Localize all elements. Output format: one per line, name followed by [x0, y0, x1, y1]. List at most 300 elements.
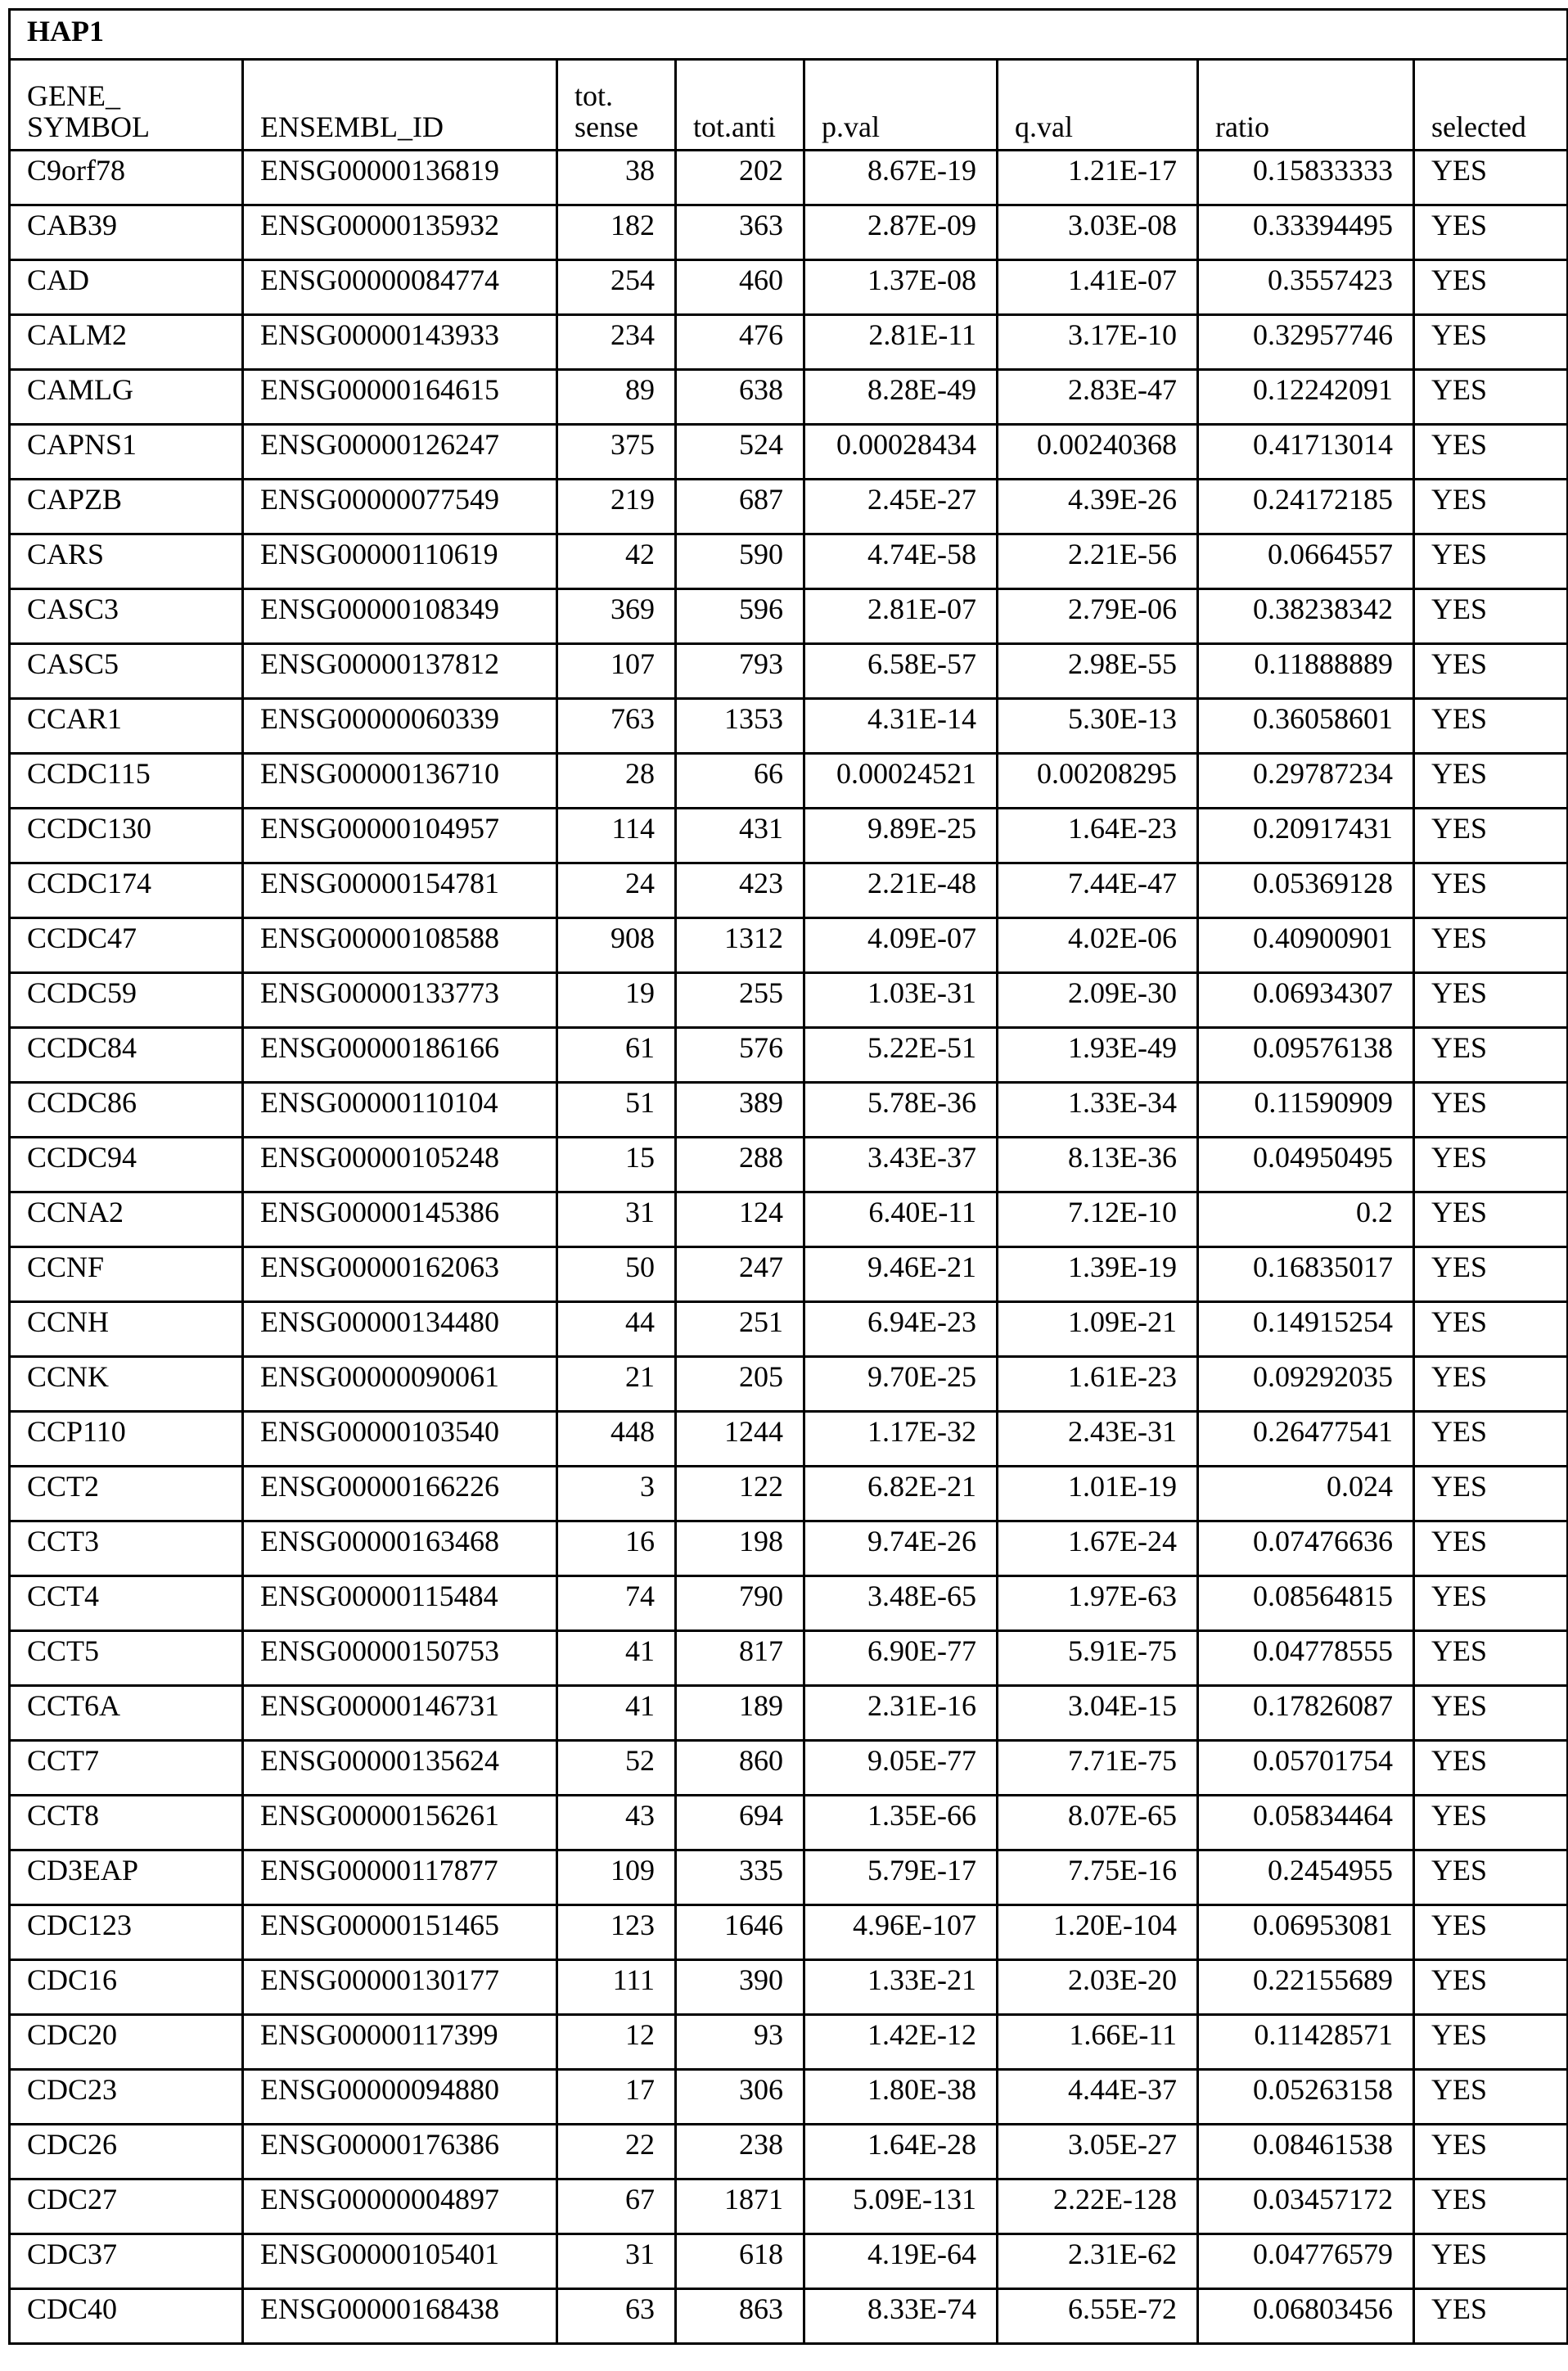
cell-p-val: 1.35E-66: [804, 1796, 998, 1850]
cell-ratio: 0.04776579: [1198, 2234, 1414, 2289]
cell-gene-symbol: CAPZB: [10, 480, 243, 534]
cell-tot-sense: 67: [557, 2179, 676, 2234]
cell-selected: YES: [1414, 1960, 1568, 2015]
header-q-val: q.val: [998, 60, 1198, 151]
cell-ratio: 0.06934307: [1198, 973, 1414, 1028]
cell-tot-sense: 111: [557, 1960, 676, 2015]
cell-tot-sense: 42: [557, 534, 676, 589]
table-row: [10, 754, 1568, 809]
cell-p-val: 4.09E-07: [804, 918, 998, 973]
cell-ensembl-id: ENSG00000077549: [243, 480, 557, 534]
cell-ensembl-id: ENSG00000117399: [243, 2015, 557, 2070]
cell-tot-anti: 590: [676, 534, 804, 589]
cell-tot-sense: 19: [557, 973, 676, 1028]
cell-p-val: 2.31E-16: [804, 1686, 998, 1741]
cell-ensembl-id: ENSG00000168438: [243, 2289, 557, 2344]
cell-ratio: 0.14915254: [1198, 1302, 1414, 1357]
cell-selected: YES: [1414, 370, 1568, 425]
table-row: [10, 589, 1568, 644]
cell-q-val: 8.13E-36: [998, 1138, 1198, 1192]
cell-selected: YES: [1414, 2289, 1568, 2344]
cell-tot-sense: 28: [557, 754, 676, 809]
cell-tot-sense: 31: [557, 1192, 676, 1247]
cell-tot-sense: 109: [557, 1850, 676, 1905]
cell-ratio: 0.08461538: [1198, 2125, 1414, 2179]
table-row: [10, 1412, 1568, 1467]
cell-ensembl-id: ENSG00000136819: [243, 151, 557, 205]
cell-p-val: 6.94E-23: [804, 1302, 998, 1357]
cell-ratio: 0.024: [1198, 1467, 1414, 1521]
table-row: [10, 1960, 1568, 2015]
table-row: [10, 1138, 1568, 1192]
table-row: [10, 1467, 1568, 1521]
cell-p-val: 1.64E-28: [804, 2125, 998, 2179]
cell-p-val: 4.19E-64: [804, 2234, 998, 2289]
cell-p-val: 1.03E-31: [804, 973, 998, 1028]
header-gene-symbol: GENE_ SYMBOL: [10, 60, 243, 151]
cell-tot-anti: 255: [676, 973, 804, 1028]
table-row: [10, 809, 1568, 863]
cell-tot-anti: 238: [676, 2125, 804, 2179]
cell-gene-symbol: CCDC59: [10, 973, 243, 1028]
cell-q-val: 2.03E-20: [998, 1960, 1198, 2015]
cell-selected: YES: [1414, 1357, 1568, 1412]
cell-selected: YES: [1414, 2070, 1568, 2125]
cell-gene-symbol: CAMLG: [10, 370, 243, 425]
cell-tot-anti: 431: [676, 809, 804, 863]
cell-p-val: 6.90E-77: [804, 1631, 998, 1686]
cell-tot-anti: 817: [676, 1631, 804, 1686]
cell-tot-sense: 17: [557, 2070, 676, 2125]
cell-tot-sense: 24: [557, 863, 676, 918]
cell-q-val: 5.91E-75: [998, 1631, 1198, 1686]
cell-ensembl-id: ENSG00000176386: [243, 2125, 557, 2179]
cell-ensembl-id: ENSG00000115484: [243, 1576, 557, 1631]
cell-tot-anti: 860: [676, 1741, 804, 1796]
cell-ratio: 0.26477541: [1198, 1412, 1414, 1467]
cell-ensembl-id: ENSG00000126247: [243, 425, 557, 480]
cell-p-val: 2.45E-27: [804, 480, 998, 534]
cell-tot-sense: 763: [557, 699, 676, 754]
cell-gene-symbol: CDC16: [10, 1960, 243, 2015]
cell-q-val: 1.97E-63: [998, 1576, 1198, 1631]
cell-tot-anti: 423: [676, 863, 804, 918]
cell-ensembl-id: ENSG00000060339: [243, 699, 557, 754]
cell-q-val: 1.67E-24: [998, 1521, 1198, 1576]
cell-gene-symbol: CCT8: [10, 1796, 243, 1850]
cell-ratio: 0.2: [1198, 1192, 1414, 1247]
cell-tot-anti: 790: [676, 1576, 804, 1631]
cell-q-val: 3.17E-10: [998, 315, 1198, 370]
cell-q-val: 2.98E-55: [998, 644, 1198, 699]
cell-q-val: 0.00240368: [998, 425, 1198, 480]
cell-p-val: 1.33E-21: [804, 1960, 998, 2015]
cell-tot-anti: 1646: [676, 1905, 804, 1960]
cell-tot-sense: 219: [557, 480, 676, 534]
cell-ratio: 0.36058601: [1198, 699, 1414, 754]
cell-p-val: 6.58E-57: [804, 644, 998, 699]
header-selected: selected: [1414, 60, 1568, 151]
table-row: [10, 699, 1568, 754]
cell-tot-anti: 793: [676, 644, 804, 699]
cell-q-val: 2.22E-128: [998, 2179, 1198, 2234]
cell-ratio: 0.41713014: [1198, 425, 1414, 480]
cell-selected: YES: [1414, 1192, 1568, 1247]
cell-tot-anti: 460: [676, 260, 804, 315]
cell-tot-anti: 205: [676, 1357, 804, 1412]
cell-gene-symbol: CDC23: [10, 2070, 243, 2125]
cell-p-val: 3.43E-37: [804, 1138, 998, 1192]
cell-ratio: 0.05701754: [1198, 1741, 1414, 1796]
cell-gene-symbol: CCDC94: [10, 1138, 243, 1192]
cell-tot-sense: 61: [557, 1028, 676, 1083]
table-row: [10, 973, 1568, 1028]
cell-q-val: 3.03E-08: [998, 205, 1198, 260]
cell-selected: YES: [1414, 1083, 1568, 1138]
cell-tot-anti: 288: [676, 1138, 804, 1192]
cell-ratio: 0.05263158: [1198, 2070, 1414, 2125]
cell-tot-sense: 41: [557, 1631, 676, 1686]
cell-ensembl-id: ENSG00000133773: [243, 973, 557, 1028]
cell-q-val: 0.00208295: [998, 754, 1198, 809]
cell-q-val: 4.44E-37: [998, 2070, 1198, 2125]
cell-tot-anti: 247: [676, 1247, 804, 1302]
cell-p-val: 0.00024521: [804, 754, 998, 809]
cell-tot-sense: 31: [557, 2234, 676, 2289]
cell-tot-anti: 189: [676, 1686, 804, 1741]
cell-tot-sense: 182: [557, 205, 676, 260]
cell-selected: YES: [1414, 425, 1568, 480]
cell-ensembl-id: ENSG00000108588: [243, 918, 557, 973]
cell-ratio: 0.33394495: [1198, 205, 1414, 260]
cell-tot-sense: 52: [557, 1741, 676, 1796]
cell-selected: YES: [1414, 534, 1568, 589]
cell-tot-anti: 124: [676, 1192, 804, 1247]
cell-p-val: 1.42E-12: [804, 2015, 998, 2070]
cell-gene-symbol: CCDC174: [10, 863, 243, 918]
cell-ensembl-id: ENSG00000151465: [243, 1905, 557, 1960]
table-row: [10, 370, 1568, 425]
cell-selected: YES: [1414, 754, 1568, 809]
header-ratio: ratio: [1198, 60, 1414, 151]
cell-tot-sense: 44: [557, 1302, 676, 1357]
cell-ratio: 0.15833333: [1198, 151, 1414, 205]
cell-q-val: 5.30E-13: [998, 699, 1198, 754]
cell-tot-sense: 16: [557, 1521, 676, 1576]
cell-ratio: 0.32957746: [1198, 315, 1414, 370]
cell-gene-symbol: CCDC84: [10, 1028, 243, 1083]
cell-q-val: 1.39E-19: [998, 1247, 1198, 1302]
cell-gene-symbol: C9orf78: [10, 151, 243, 205]
cell-ratio: 0.16835017: [1198, 1247, 1414, 1302]
cell-ratio: 0.40900901: [1198, 918, 1414, 973]
cell-tot-anti: 306: [676, 2070, 804, 2125]
cell-q-val: 1.01E-19: [998, 1467, 1198, 1521]
cell-p-val: 1.17E-32: [804, 1412, 998, 1467]
cell-tot-sense: 50: [557, 1247, 676, 1302]
table-row: [10, 2179, 1568, 2234]
cell-ratio: 0.04950495: [1198, 1138, 1414, 1192]
cell-ratio: 0.05834464: [1198, 1796, 1414, 1850]
header-tot-sense: tot. sense: [557, 60, 676, 151]
cell-q-val: 1.09E-21: [998, 1302, 1198, 1357]
cell-tot-sense: 12: [557, 2015, 676, 2070]
cell-q-val: 6.55E-72: [998, 2289, 1198, 2344]
cell-tot-anti: 335: [676, 1850, 804, 1905]
cell-p-val: 4.31E-14: [804, 699, 998, 754]
cell-tot-anti: 390: [676, 1960, 804, 2015]
cell-gene-symbol: CASC5: [10, 644, 243, 699]
cell-gene-symbol: CCT7: [10, 1741, 243, 1796]
cell-tot-sense: 369: [557, 589, 676, 644]
cell-tot-anti: 638: [676, 370, 804, 425]
cell-gene-symbol: CARS: [10, 534, 243, 589]
cell-q-val: 7.12E-10: [998, 1192, 1198, 1247]
cell-ensembl-id: ENSG00000146731: [243, 1686, 557, 1741]
cell-p-val: 5.78E-36: [804, 1083, 998, 1138]
cell-ratio: 0.06803456: [1198, 2289, 1414, 2344]
cell-selected: YES: [1414, 1686, 1568, 1741]
cell-gene-symbol: CAPNS1: [10, 425, 243, 480]
cell-ensembl-id: ENSG00000110104: [243, 1083, 557, 1138]
cell-selected: YES: [1414, 1850, 1568, 1905]
cell-selected: YES: [1414, 1467, 1568, 1521]
cell-tot-anti: 576: [676, 1028, 804, 1083]
header-ensembl-id: ENSEMBL_ID: [243, 60, 557, 151]
cell-gene-symbol: CDC27: [10, 2179, 243, 2234]
cell-q-val: 2.21E-56: [998, 534, 1198, 589]
table-row: [10, 315, 1568, 370]
cell-gene-symbol: CCAR1: [10, 699, 243, 754]
cell-tot-sense: 3: [557, 1467, 676, 1521]
cell-ratio: 0.20917431: [1198, 809, 1414, 863]
cell-selected: YES: [1414, 480, 1568, 534]
cell-selected: YES: [1414, 151, 1568, 205]
cell-ensembl-id: ENSG00000145386: [243, 1192, 557, 1247]
cell-q-val: 8.07E-65: [998, 1796, 1198, 1850]
cell-selected: YES: [1414, 1905, 1568, 1960]
hap1-data-table: [8, 8, 1568, 2345]
cell-selected: YES: [1414, 809, 1568, 863]
cell-selected: YES: [1414, 2015, 1568, 2070]
cell-selected: YES: [1414, 2234, 1568, 2289]
cell-selected: YES: [1414, 699, 1568, 754]
cell-p-val: 9.46E-21: [804, 1247, 998, 1302]
cell-ensembl-id: ENSG00000154781: [243, 863, 557, 918]
cell-tot-anti: 618: [676, 2234, 804, 2289]
cell-gene-symbol: CCNF: [10, 1247, 243, 1302]
cell-q-val: 7.71E-75: [998, 1741, 1198, 1796]
cell-tot-sense: 908: [557, 918, 676, 973]
cell-tot-sense: 15: [557, 1138, 676, 1192]
cell-gene-symbol: CCDC47: [10, 918, 243, 973]
table-row: [10, 534, 1568, 589]
cell-ensembl-id: ENSG00000110619: [243, 534, 557, 589]
cell-selected: YES: [1414, 918, 1568, 973]
cell-q-val: 3.04E-15: [998, 1686, 1198, 1741]
cell-q-val: 4.02E-06: [998, 918, 1198, 973]
cell-ratio: 0.24172185: [1198, 480, 1414, 534]
table-title-row: [10, 10, 1568, 60]
table-row: [10, 2289, 1568, 2344]
cell-tot-sense: 114: [557, 809, 676, 863]
table-row: [10, 2015, 1568, 2070]
cell-tot-anti: 524: [676, 425, 804, 480]
cell-p-val: 5.79E-17: [804, 1850, 998, 1905]
cell-q-val: 3.05E-27: [998, 2125, 1198, 2179]
cell-ensembl-id: ENSG00000135624: [243, 1741, 557, 1796]
cell-p-val: 9.05E-77: [804, 1741, 998, 1796]
cell-ensembl-id: ENSG00000135932: [243, 205, 557, 260]
cell-p-val: 9.70E-25: [804, 1357, 998, 1412]
table-row: [10, 425, 1568, 480]
cell-selected: YES: [1414, 1796, 1568, 1850]
cell-ratio: 0.2454955: [1198, 1850, 1414, 1905]
cell-q-val: 1.66E-11: [998, 2015, 1198, 2070]
cell-p-val: 5.09E-131: [804, 2179, 998, 2234]
cell-q-val: 1.41E-07: [998, 260, 1198, 315]
cell-selected: YES: [1414, 1028, 1568, 1083]
cell-tot-anti: 1871: [676, 2179, 804, 2234]
cell-gene-symbol: CCT2: [10, 1467, 243, 1521]
cell-p-val: 5.22E-51: [804, 1028, 998, 1083]
cell-tot-anti: 198: [676, 1521, 804, 1576]
cell-tot-sense: 254: [557, 260, 676, 315]
table-row: [10, 644, 1568, 699]
cell-ensembl-id: ENSG00000103540: [243, 1412, 557, 1467]
cell-gene-symbol: CCP110: [10, 1412, 243, 1467]
cell-p-val: 3.48E-65: [804, 1576, 998, 1631]
cell-selected: YES: [1414, 973, 1568, 1028]
table-row: [10, 2125, 1568, 2179]
table-row: [10, 2234, 1568, 2289]
cell-ratio: 0.0664557: [1198, 534, 1414, 589]
table-row: [10, 1083, 1568, 1138]
cell-ensembl-id: ENSG00000143933: [243, 315, 557, 370]
cell-tot-anti: 122: [676, 1467, 804, 1521]
cell-selected: YES: [1414, 863, 1568, 918]
cell-selected: YES: [1414, 1631, 1568, 1686]
cell-p-val: 2.87E-09: [804, 205, 998, 260]
cell-gene-symbol: CCT4: [10, 1576, 243, 1631]
table-row: [10, 151, 1568, 205]
cell-ratio: 0.29787234: [1198, 754, 1414, 809]
cell-tot-sense: 51: [557, 1083, 676, 1138]
cell-q-val: 1.20E-104: [998, 1905, 1198, 1960]
cell-ratio: 0.22155689: [1198, 1960, 1414, 2015]
cell-ensembl-id: ENSG00000108349: [243, 589, 557, 644]
cell-q-val: 1.33E-34: [998, 1083, 1198, 1138]
cell-ensembl-id: ENSG00000090061: [243, 1357, 557, 1412]
cell-ensembl-id: ENSG00000163468: [243, 1521, 557, 1576]
cell-q-val: 7.75E-16: [998, 1850, 1198, 1905]
cell-selected: YES: [1414, 315, 1568, 370]
cell-ensembl-id: ENSG00000150753: [243, 1631, 557, 1686]
cell-q-val: 2.43E-31: [998, 1412, 1198, 1467]
cell-q-val: 2.83E-47: [998, 370, 1198, 425]
cell-selected: YES: [1414, 589, 1568, 644]
cell-gene-symbol: CAB39: [10, 205, 243, 260]
cell-ensembl-id: ENSG00000137812: [243, 644, 557, 699]
cell-tot-sense: 234: [557, 315, 676, 370]
table-row: [10, 1631, 1568, 1686]
cell-p-val: 9.89E-25: [804, 809, 998, 863]
cell-p-val: 8.33E-74: [804, 2289, 998, 2344]
cell-selected: YES: [1414, 1576, 1568, 1631]
cell-tot-sense: 375: [557, 425, 676, 480]
cell-ensembl-id: ENSG00000094880: [243, 2070, 557, 2125]
cell-q-val: 1.61E-23: [998, 1357, 1198, 1412]
cell-selected: YES: [1414, 2179, 1568, 2234]
cell-q-val: 2.79E-06: [998, 589, 1198, 644]
cell-ratio: 0.11428571: [1198, 2015, 1414, 2070]
cell-ratio: 0.06953081: [1198, 1905, 1414, 1960]
cell-tot-sense: 89: [557, 370, 676, 425]
table-row: [10, 1192, 1568, 1247]
cell-ratio: 0.09576138: [1198, 1028, 1414, 1083]
cell-selected: YES: [1414, 644, 1568, 699]
cell-gene-symbol: CCDC86: [10, 1083, 243, 1138]
cell-gene-symbol: CALM2: [10, 315, 243, 370]
cell-ensembl-id: ENSG00000156261: [243, 1796, 557, 1850]
cell-tot-sense: 63: [557, 2289, 676, 2344]
cell-ensembl-id: ENSG00000105248: [243, 1138, 557, 1192]
cell-gene-symbol: CCNA2: [10, 1192, 243, 1247]
cell-gene-symbol: CD3EAP: [10, 1850, 243, 1905]
cell-ensembl-id: ENSG00000186166: [243, 1028, 557, 1083]
cell-selected: YES: [1414, 1741, 1568, 1796]
cell-selected: YES: [1414, 1247, 1568, 1302]
cell-p-val: 8.67E-19: [804, 151, 998, 205]
cell-gene-symbol: CDC40: [10, 2289, 243, 2344]
cell-ensembl-id: ENSG00000164615: [243, 370, 557, 425]
cell-selected: YES: [1414, 1138, 1568, 1192]
cell-gene-symbol: CDC37: [10, 2234, 243, 2289]
cell-q-val: 2.31E-62: [998, 2234, 1198, 2289]
cell-q-val: 7.44E-47: [998, 863, 1198, 918]
cell-tot-sense: 123: [557, 1905, 676, 1960]
cell-tot-anti: 202: [676, 151, 804, 205]
cell-p-val: 4.96E-107: [804, 1905, 998, 1960]
cell-p-val: 2.81E-11: [804, 315, 998, 370]
cell-p-val: 9.74E-26: [804, 1521, 998, 1576]
cell-tot-anti: 863: [676, 2289, 804, 2344]
cell-ratio: 0.05369128: [1198, 863, 1414, 918]
cell-ensembl-id: ENSG00000166226: [243, 1467, 557, 1521]
cell-selected: YES: [1414, 205, 1568, 260]
table-row: [10, 1357, 1568, 1412]
table-row: [10, 863, 1568, 918]
cell-tot-anti: 687: [676, 480, 804, 534]
cell-p-val: 4.74E-58: [804, 534, 998, 589]
cell-ensembl-id: ENSG00000004897: [243, 2179, 557, 2234]
cell-ensembl-id: ENSG00000117877: [243, 1850, 557, 1905]
cell-gene-symbol: CCT3: [10, 1521, 243, 1576]
cell-ensembl-id: ENSG00000134480: [243, 1302, 557, 1357]
cell-selected: YES: [1414, 1412, 1568, 1467]
cell-p-val: 8.28E-49: [804, 370, 998, 425]
table-row: [10, 1302, 1568, 1357]
cell-p-val: 1.80E-38: [804, 2070, 998, 2125]
table-row: [10, 260, 1568, 315]
cell-ensembl-id: ENSG00000104957: [243, 809, 557, 863]
cell-ratio: 0.11888889: [1198, 644, 1414, 699]
table-row: [10, 480, 1568, 534]
cell-tot-anti: 251: [676, 1302, 804, 1357]
cell-tot-sense: 21: [557, 1357, 676, 1412]
cell-selected: YES: [1414, 260, 1568, 315]
table-body: [10, 151, 1568, 2344]
